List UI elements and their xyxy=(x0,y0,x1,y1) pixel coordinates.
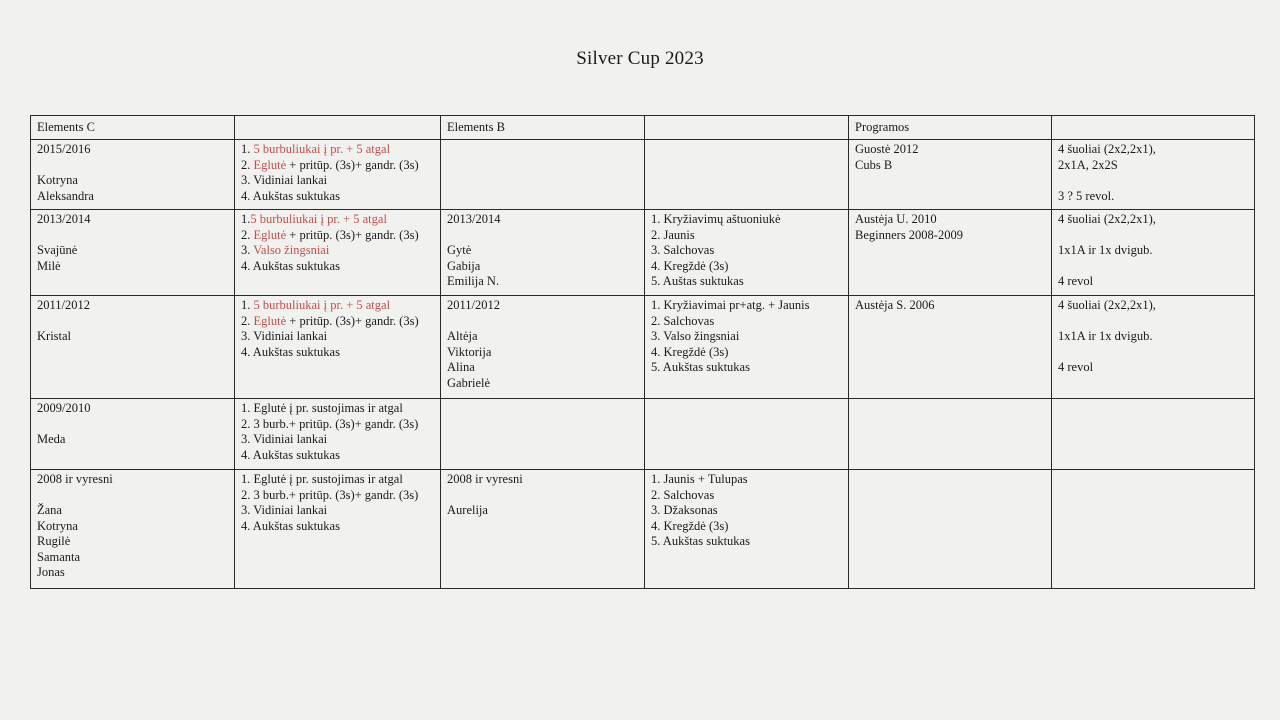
cell-line: 2015/2016 xyxy=(37,142,91,156)
cell-line: 2x1A, 2x2S xyxy=(1058,157,1118,172)
table-row xyxy=(31,296,1255,399)
cell-elements-c xyxy=(235,399,441,470)
table-row xyxy=(31,140,1255,210)
cell-text: 3. Vidiniai lankai xyxy=(241,432,328,446)
header-cell-elements-c: Elements C xyxy=(31,116,235,140)
cell-line: Altėja xyxy=(447,329,478,343)
cell-line: 5. Aukštas suktukas xyxy=(651,360,750,374)
cell-text: 1. Eglutė į pr. sustojimas ir atgal xyxy=(241,401,403,415)
cell-line: Viktorija xyxy=(447,344,492,359)
cell-text: 4. Aukštas suktukas xyxy=(241,344,340,359)
cell-line: 3 ? 5 revol. xyxy=(1058,188,1115,203)
cell-line: 1. Kryžiavimai pr+atg. + Jaunis xyxy=(651,298,810,312)
cell-line: 4. Kregždė (3s) xyxy=(651,518,729,533)
header-row xyxy=(31,116,1255,140)
cell-line: Rugilė xyxy=(37,534,71,548)
cell-line: Austėja S. 2006 xyxy=(855,298,935,312)
highlighted-text: 5 burbuliukai į pr. + 5 atgal xyxy=(253,142,391,156)
cell-line: Svajūnė xyxy=(37,243,78,257)
cell-group-b xyxy=(441,140,645,210)
cell-line xyxy=(241,448,434,464)
cell-line: 2011/2012 xyxy=(447,298,501,312)
cell-text: 4. Aukštas suktukas xyxy=(241,188,340,203)
cell-line: Gytė xyxy=(447,243,472,257)
cell-line xyxy=(241,401,434,417)
cell-line: 2013/2014 xyxy=(37,212,91,226)
cell-text: + pritūp. (3s)+ gandr. (3s) xyxy=(286,227,419,242)
cell-group-c xyxy=(31,210,235,296)
cell-line: Kotryna xyxy=(37,518,78,533)
cell-line xyxy=(1058,314,1248,330)
header-cell-blank-3 xyxy=(1052,116,1255,140)
cell-text: 1. Eglutė į pr. sustojimas ir atgal xyxy=(241,472,403,486)
cell-line: 2. Jaunis xyxy=(651,227,695,242)
cell-line: 1x1A ir 1x dvigub. xyxy=(1058,243,1153,257)
cell-line: 2008 ir vyresni xyxy=(447,472,523,486)
cell-line: 2008 ir vyresni xyxy=(37,472,113,486)
cell-line xyxy=(37,314,228,330)
cell-program-elements xyxy=(1052,140,1255,210)
cell-line: 2. Salchovas xyxy=(651,487,715,502)
cell-line: 5. Auštas suktukas xyxy=(651,274,744,288)
cell-line xyxy=(241,345,434,361)
cell-line: 1. Jaunis + Tulupas xyxy=(651,472,748,486)
cell-group-b xyxy=(441,296,645,399)
cell-line: 5. Aukštas suktukas xyxy=(651,534,750,548)
cell-program-elements xyxy=(1052,399,1255,470)
cell-text: 3. Vidiniai lankai xyxy=(241,173,328,187)
table-row xyxy=(31,399,1255,470)
cell-line: Austėja U. 2010 xyxy=(855,212,937,226)
cell-group-b xyxy=(441,210,645,296)
header-cell-programos: Programos xyxy=(849,116,1052,140)
highlighted-text: Eglutė xyxy=(253,157,287,172)
cell-text: 1. xyxy=(241,142,254,156)
cell-line xyxy=(241,503,434,519)
cell-line: 2. Salchovas xyxy=(651,313,715,328)
header-cell-blank-1 xyxy=(235,116,441,140)
cell-line: Guostė 2012 xyxy=(855,142,919,156)
cell-elements-b xyxy=(645,399,849,470)
cell-line: Gabija xyxy=(447,258,481,273)
cell-text: 4. Aukštas suktukas xyxy=(241,518,340,533)
cell-program-skater xyxy=(849,140,1052,210)
cell-line: 4 revol xyxy=(1058,360,1094,374)
cell-elements-c xyxy=(235,296,441,399)
cell-line xyxy=(241,519,434,535)
cell-program-elements xyxy=(1052,296,1255,399)
cell-text: 3. Vidiniai lankai xyxy=(241,329,328,343)
cell-line xyxy=(241,298,434,314)
cell-line xyxy=(37,158,228,174)
cell-line: 3. Salchovas xyxy=(651,243,715,257)
schedule-table xyxy=(30,115,1255,589)
cell-line xyxy=(241,189,434,205)
cell-line: Kristal xyxy=(37,329,72,343)
cell-line: Gabrielė xyxy=(447,375,491,390)
cell-line xyxy=(241,472,434,488)
cell-program-skater xyxy=(849,470,1052,589)
cell-line: 4. Kregždė (3s) xyxy=(651,344,729,359)
cell-line xyxy=(447,314,638,330)
cell-elements-c xyxy=(235,210,441,296)
cell-line: 4 šuoliai (2x2,2x1), xyxy=(1058,142,1156,156)
cell-line: 2011/2012 xyxy=(37,298,91,312)
cell-text: 2. 3 burb.+ pritūp. (3s)+ gandr. (3s) xyxy=(241,416,419,431)
cell-line xyxy=(241,259,434,275)
cell-program-elements xyxy=(1052,470,1255,589)
cell-program-skater xyxy=(849,296,1052,399)
cell-group-c xyxy=(31,140,235,210)
cell-line xyxy=(241,212,434,228)
page-title: Silver Cup 2023 xyxy=(576,48,704,69)
cell-line: Emilija N. xyxy=(447,274,500,288)
cell-elements-c xyxy=(235,470,441,589)
cell-line: 1x1A ir 1x dvigub. xyxy=(1058,329,1153,343)
cell-line xyxy=(1058,228,1248,244)
cell-line: 4 šuoliai (2x2,2x1), xyxy=(1058,298,1156,312)
cell-line xyxy=(447,228,638,244)
cell-line xyxy=(1058,345,1248,361)
cell-line xyxy=(241,228,434,244)
cell-text: 2. 3 burb.+ pritūp. (3s)+ gandr. (3s) xyxy=(241,487,419,502)
cell-line: 4 šuoliai (2x2,2x1), xyxy=(1058,212,1156,226)
cell-text: 3. Vidiniai lankai xyxy=(241,503,328,517)
cell-line xyxy=(241,329,434,345)
cell-text: 1. xyxy=(241,298,254,312)
cell-line xyxy=(37,228,228,244)
cell-group-b xyxy=(441,399,645,470)
cell-line xyxy=(241,243,434,259)
cell-line: 3. Džaksonas xyxy=(651,503,718,517)
cell-line xyxy=(447,488,638,504)
cell-group-c xyxy=(31,470,235,589)
cell-line: Beginners 2008-2009 xyxy=(855,227,963,242)
highlighted-text: Eglutė xyxy=(253,227,287,242)
cell-text: 2. xyxy=(241,157,254,172)
table-row xyxy=(31,210,1255,296)
cell-line xyxy=(241,142,434,158)
cell-program-skater xyxy=(849,210,1052,296)
cell-line xyxy=(241,158,434,174)
cell-line: 4. Kregždė (3s) xyxy=(651,258,729,273)
header-cell-elements-b: Elements B xyxy=(441,116,645,140)
cell-text: + pritūp. (3s)+ gandr. (3s) xyxy=(286,313,419,328)
cell-text: 2. xyxy=(241,227,254,242)
cell-line xyxy=(1058,259,1248,275)
cell-group-b xyxy=(441,470,645,589)
cell-group-c xyxy=(31,296,235,399)
cell-text: + pritūp. (3s)+ gandr. (3s) xyxy=(286,157,419,172)
cell-line: Jonas xyxy=(37,565,65,579)
cell-line: Kotryna xyxy=(37,173,78,187)
cell-line xyxy=(37,488,228,504)
cell-line: Aurelija xyxy=(447,503,488,517)
cell-elements-c xyxy=(235,140,441,210)
cell-line: Samanta xyxy=(37,549,81,564)
cell-text: 1. xyxy=(241,212,251,226)
highlighted-text: 5 burbuliukai į pr. + 5 atgal xyxy=(250,212,387,226)
cell-text: 2. xyxy=(241,313,254,328)
cell-line: 1. Kryžiavimų aštuoniukė xyxy=(651,212,781,226)
header-cell-blank-2 xyxy=(645,116,849,140)
cell-elements-b xyxy=(645,140,849,210)
cell-line xyxy=(1058,173,1248,189)
highlighted-text: Eglutė xyxy=(253,313,287,328)
cell-text: 3. xyxy=(241,243,254,257)
cell-line: Cubs B xyxy=(855,157,893,172)
cell-line xyxy=(37,417,228,433)
cell-group-c xyxy=(31,399,235,470)
cell-program-skater xyxy=(849,399,1052,470)
cell-elements-b xyxy=(645,296,849,399)
cell-text: 4. Aukštas suktukas xyxy=(241,258,340,273)
highlighted-text: 5 burbuliukai į pr. + 5 atgal xyxy=(253,298,391,312)
cell-program-elements xyxy=(1052,210,1255,296)
cell-elements-b xyxy=(645,210,849,296)
cell-line xyxy=(241,488,434,504)
cell-text: 4. Aukštas suktukas xyxy=(241,447,340,462)
cell-line xyxy=(241,173,434,189)
cell-line: Aleksandra xyxy=(37,188,94,203)
cell-line: 2013/2014 xyxy=(447,212,501,226)
cell-elements-b xyxy=(645,470,849,589)
cell-line: Žana xyxy=(37,503,62,517)
highlighted-text: Valso žingsniai xyxy=(253,243,330,257)
cell-line: Meda xyxy=(37,432,66,446)
table-row xyxy=(31,470,1255,589)
cell-line xyxy=(241,314,434,330)
cell-line: 3. Valso žingsniai xyxy=(651,329,740,343)
cell-line: 2009/2010 xyxy=(37,401,91,415)
cell-line: Alina xyxy=(447,360,475,374)
cell-line xyxy=(241,432,434,448)
cell-line xyxy=(241,417,434,433)
cell-line: 4 revol xyxy=(1058,274,1094,288)
cell-line: Milė xyxy=(37,258,61,273)
